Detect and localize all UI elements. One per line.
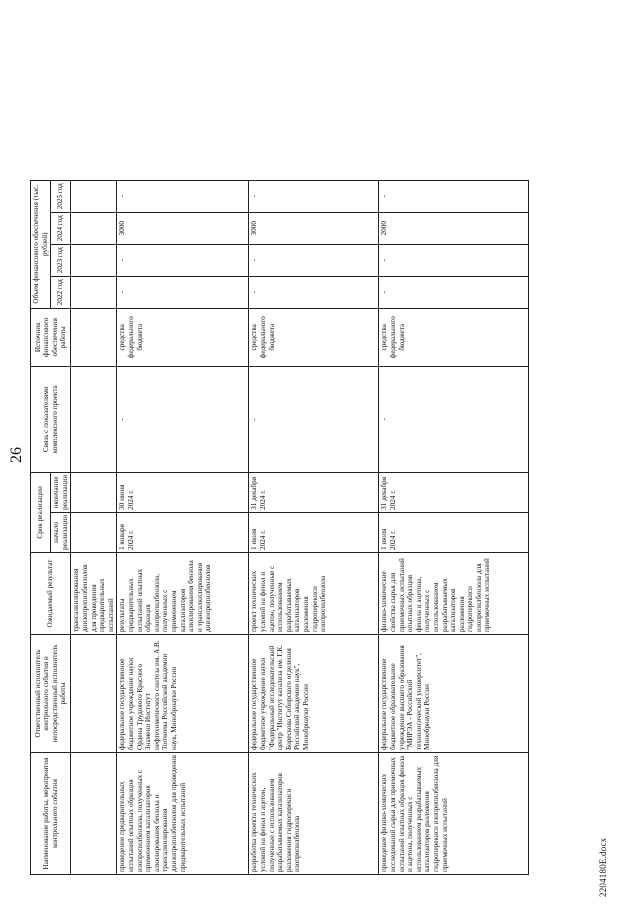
- continuation-row: [71, 180, 117, 874]
- row-link: -: [249, 366, 379, 472]
- row-name: проведение предварительных испытаний опытных образцов изопропилбензола, полученных с применением катализаторов алкилирования бензола и трансалкилирования диизопропилбензолов для проведения предварительных испытаний: [117, 753, 249, 875]
- row-2022: -: [117, 276, 249, 308]
- row-link: -: [379, 366, 529, 472]
- plan-table: [30, 180, 529, 875]
- row-source: средства федерального бюджета: [117, 308, 249, 366]
- header-name: Наименование работы, мероприятия контрольного события: [31, 753, 71, 875]
- row-name: проведение физико-химических исследований сырья для приемочных испытаний опытных образцов фенола и ацетона, полученных с использованием разрабатываемых катализаторов разложения гидроперекиси изопропилбензола для приемочных испытаний: [379, 753, 529, 875]
- row-2023: -: [117, 244, 249, 276]
- row-2023: -: [379, 244, 529, 276]
- row-end: 31 декабря 2024 г.: [379, 472, 529, 512]
- row-2023: -: [249, 244, 379, 276]
- header-period: Срок реализации: [31, 472, 51, 552]
- row-executor: федеральное государственное бюджетное учреждение науки "Федеральный исследовательский центр "Институт катализа им. Г.К. Борескова Сибирского отделения Российской академии наук", Минобрнауки России: [249, 635, 379, 753]
- page-number: 26: [8, 447, 25, 463]
- header-2024: 2024 год: [51, 212, 71, 244]
- table-row: [249, 180, 379, 874]
- header-source: Источник финансового обеспечения работы: [31, 308, 71, 366]
- row-2024: 2000: [379, 212, 529, 244]
- continuation-result: трансалкилирования диизопропилбензолов для проведения предварительных испытаний: [71, 553, 117, 635]
- row-link: -: [117, 366, 249, 472]
- row-2025: -: [249, 180, 379, 212]
- row-result: проект технических условий на фенол и ацетон, полученные с использованием разрабатываемых катализаторов разложения гидроперекиси изопропилбензола: [249, 553, 379, 635]
- row-source: средства федерального бюджета: [379, 308, 529, 366]
- header-link: Связь с показателями комплексного проекта: [31, 366, 71, 472]
- row-2024: 3000: [117, 212, 249, 244]
- header-start: начало реализации: [51, 512, 71, 552]
- row-executor: федеральное государственное бюджетное учреждение науки Ордена Трудового Красного Знамени Институт нефтехимического синтеза им. А.В. Топчиева Российской академии наук, Минобрнауки России: [117, 635, 249, 753]
- row-source: средства федерального бюджета: [249, 308, 379, 366]
- row-2024: 3000: [249, 212, 379, 244]
- row-end: 31 декабря 2024 г.: [249, 472, 379, 512]
- header-2025: 2025 год: [51, 180, 71, 212]
- row-2025: -: [117, 180, 249, 212]
- row-result: результаты предварительных испытаний опытных образцов изопропилбензола, полученных с применением катализаторов алкилирования бензола и трансалкилирования диизопропилбензолов: [117, 553, 249, 635]
- table-row: [379, 180, 529, 874]
- row-name: разработка проекта технических условий на фенол и ацетон, полученные с использованием разрабатываемых катализаторов разложения гидроперекиси изопропилбензола: [249, 753, 379, 875]
- row-2022: -: [379, 276, 529, 308]
- header-2022: 2022 год: [51, 276, 71, 308]
- row-2025: -: [379, 180, 529, 212]
- row-start: 1 июля 2024 г.: [379, 512, 529, 552]
- row-2022: -: [249, 276, 379, 308]
- row-start: 1 января 2024 г.: [117, 512, 249, 552]
- header-end: окончание реализации: [51, 472, 71, 512]
- header-executor: Ответственный исполнитель контрольного события и непосредственный исполнитель работы: [31, 635, 71, 753]
- row-end: 30 июня 2024 г.: [117, 472, 249, 512]
- header-funding: Объем финансового обеспечения (тыс. рублей): [31, 180, 51, 308]
- table-row: [117, 180, 249, 874]
- header-result: Ожидаемый результат: [31, 553, 71, 635]
- row-executor: федеральное государственное бюджетное образовательное учреждение высшего образования "МИРЭА - Российский технологический университет", Минобрнауки России: [379, 635, 529, 753]
- row-result: физико-химические свойства сырья для приемочных испытаний опытных образцов фенола и ацетона, полученных с использованием разрабатываемых катализаторов разложения гидроперекиси изопропилбензола для приемочных испытаний: [379, 553, 529, 635]
- row-start: 1 июля 2024 г.: [249, 512, 379, 552]
- footer-filename: 2204180E.docx: [598, 837, 608, 897]
- header-2023: 2023 год: [51, 244, 71, 276]
